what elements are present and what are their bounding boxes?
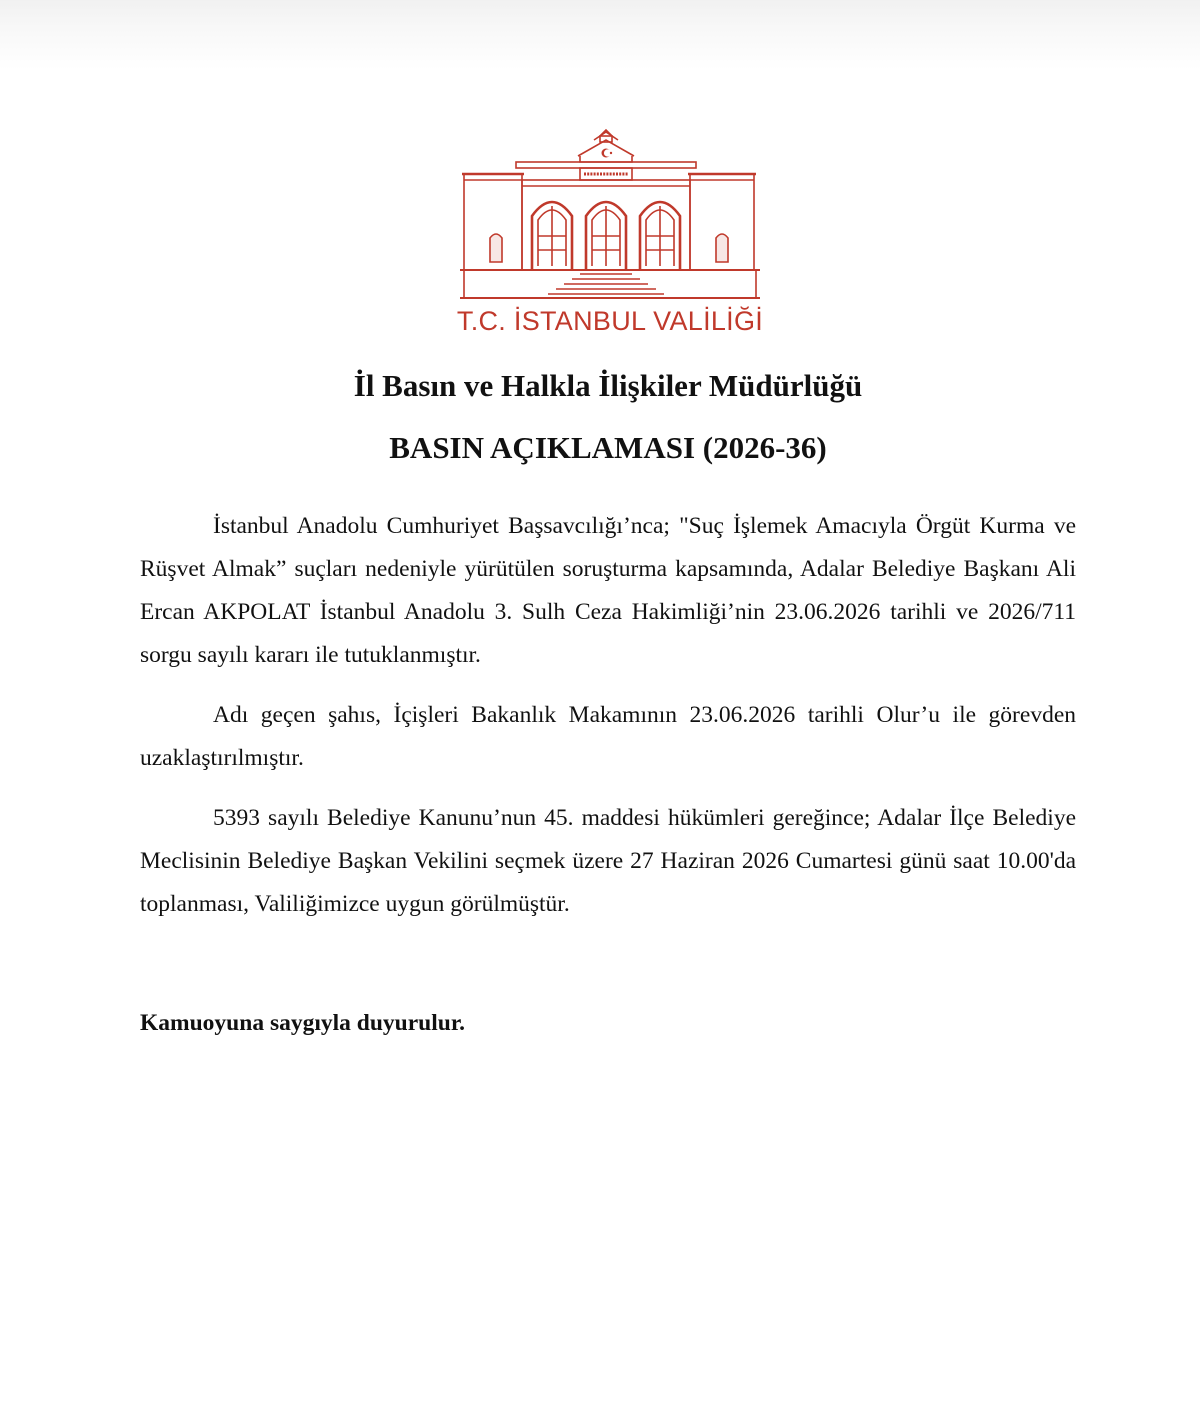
body-paragraph-1: İstanbul Anadolu Cumhuriyet Başsavcılığı’nca; "Suç İşlemek Amacıyla Örgüt Kurma ve Rüşvet Almak” suçları nedeniyle yürütülen soruşturma kapsamında, Adalar Belediye Başkanı Ali Ercan AKPOLAT İstanbul Anadolu 3. Sulh Ceza Hakimliği’nin 23.06.2026 tarihli ve 2026/711 sorgu sayılı kararı ile tutuklanmıştır. — [140, 513, 1076, 668]
logo-text: T.C. İSTANBUL VALİLİĞİ — [456, 306, 764, 336]
top-shade — [0, 0, 1200, 70]
istanbul-governorship-building-icon — [460, 126, 760, 304]
department-heading: İl Basın ve Halkla İlişkiler Müdürlüğü — [353, 368, 863, 403]
body-paragraph-2: Adı geçen şahıs, İçişleri Bakanlık Makamının 23.06.2026 tarihli Olur’u ile görevden uzaklaştırılmıştır. — [140, 702, 1076, 771]
closing-statement: Kamuoyuna saygıyla duyurulur. — [140, 1010, 465, 1036]
body-paragraph-3: 5393 sayılı Belediye Kanunu’nun 45. maddesi hükümleri gereğince; Adalar İlçe Belediye Meclisinin Belediye Başkan Vekilini seçmek üzere 27 Haziran 2026 Cumartesi günü saat 10.00'da toplanması, Valiliğimizce uygun görülmüştür. — [140, 805, 1076, 917]
document-title: BASIN AÇIKLAMASI (2026-36) — [389, 430, 827, 465]
